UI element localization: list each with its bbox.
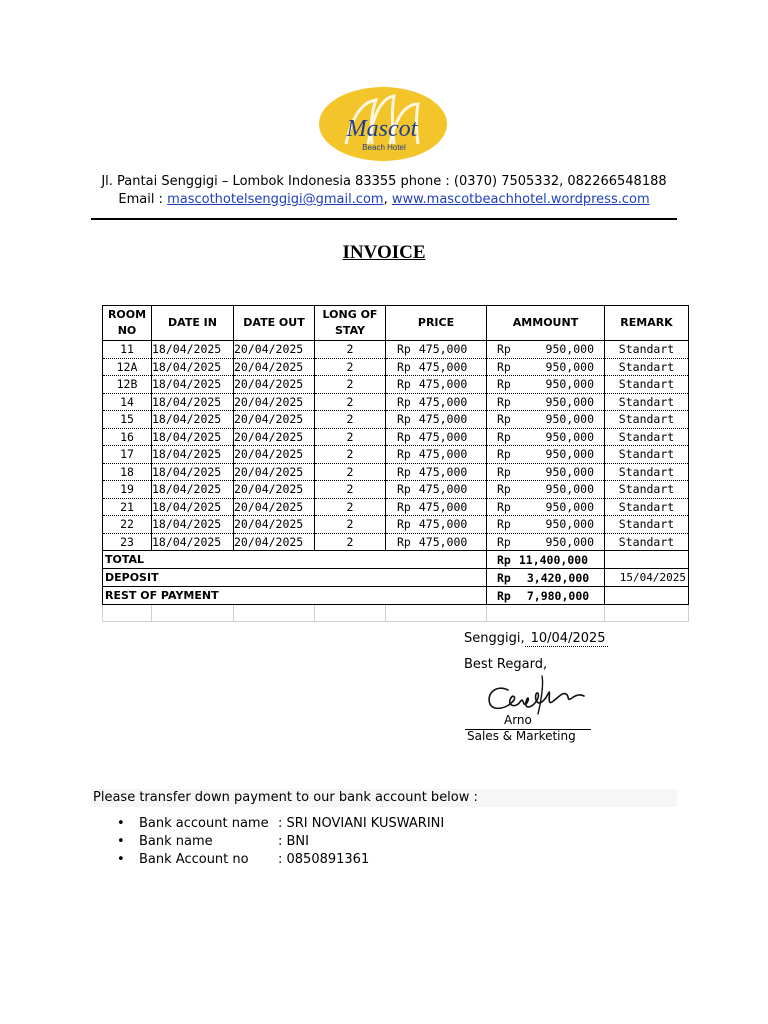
page-title: INVOICE bbox=[342, 242, 426, 263]
price-currency: Rp bbox=[397, 342, 411, 357]
long-of-stay: 2 bbox=[315, 516, 386, 534]
amount-cell bbox=[487, 516, 605, 534]
price-cell bbox=[386, 393, 487, 411]
date-in: 18/04/2025 bbox=[152, 393, 234, 411]
price: 475,000 bbox=[418, 464, 468, 479]
date-in: 18/04/2025 bbox=[152, 358, 234, 376]
logo-subtext: Beach Hotel bbox=[362, 143, 406, 152]
price-currency: Rp bbox=[397, 394, 411, 409]
remark: Standart bbox=[605, 428, 689, 446]
bank-label: Bank name bbox=[139, 834, 213, 849]
regard-text: Best Regard, bbox=[464, 657, 548, 672]
signer-role: Sales & Marketing bbox=[467, 729, 576, 743]
signer-name: Arno bbox=[504, 713, 532, 727]
amount-currency: Rp bbox=[497, 517, 511, 532]
place-date bbox=[464, 631, 608, 647]
table-row bbox=[103, 481, 689, 499]
price-cell bbox=[386, 411, 487, 429]
room-no: 21 bbox=[103, 498, 152, 516]
price: 475,000 bbox=[418, 412, 468, 427]
price: 475,000 bbox=[418, 447, 468, 462]
table-row bbox=[103, 533, 689, 551]
price-currency: Rp bbox=[397, 359, 411, 374]
amount-cell bbox=[487, 358, 605, 376]
price-currency: Rp bbox=[397, 412, 411, 427]
bank-value: : BNI bbox=[278, 834, 309, 849]
room-no: 17 bbox=[103, 446, 152, 464]
room-no: 22 bbox=[103, 516, 152, 534]
invoice-table bbox=[102, 305, 689, 622]
signature bbox=[482, 672, 586, 716]
long-of-stay: 2 bbox=[315, 533, 386, 551]
long-of-stay: 2 bbox=[315, 428, 386, 446]
amount: 950,000 bbox=[545, 517, 594, 532]
room-no: 15 bbox=[103, 411, 152, 429]
hotel-logo bbox=[318, 86, 448, 162]
amount: 950,000 bbox=[545, 377, 594, 392]
price-cell bbox=[386, 481, 487, 499]
date-out: 20/04/2025 bbox=[234, 376, 315, 394]
price-currency: Rp bbox=[397, 464, 411, 479]
transfer-note: Please transfer down payment to our bank account below : bbox=[91, 789, 677, 807]
price: 475,000 bbox=[418, 482, 468, 497]
table-row bbox=[103, 358, 689, 376]
price-cell bbox=[386, 533, 487, 551]
date-out: 20/04/2025 bbox=[234, 341, 315, 359]
room-no: 12A bbox=[103, 358, 152, 376]
price-currency: Rp bbox=[397, 534, 411, 549]
remark: Standart bbox=[605, 446, 689, 464]
rest-label: REST OF PAYMENT bbox=[103, 587, 487, 605]
amount: 950,000 bbox=[545, 359, 594, 374]
table-row bbox=[103, 376, 689, 394]
price-currency: Rp bbox=[397, 482, 411, 497]
logo-text: Mascot bbox=[346, 116, 418, 142]
date-out: 20/04/2025 bbox=[234, 358, 315, 376]
amount-currency: Rp bbox=[497, 447, 511, 462]
price: 475,000 bbox=[418, 342, 468, 357]
amount-cell bbox=[487, 376, 605, 394]
amount: 950,000 bbox=[545, 482, 594, 497]
invoice-date: 10/04/2025 bbox=[525, 631, 608, 647]
remark: Standart bbox=[605, 341, 689, 359]
header-divider bbox=[91, 218, 677, 220]
remark: Standart bbox=[605, 481, 689, 499]
amount-cell bbox=[487, 446, 605, 464]
price: 475,000 bbox=[418, 377, 468, 392]
amount-cell bbox=[487, 481, 605, 499]
contact-separator: , bbox=[383, 192, 392, 207]
room-no: 23 bbox=[103, 533, 152, 551]
deposit-currency: Rp bbox=[497, 570, 511, 585]
price-currency: Rp bbox=[397, 377, 411, 392]
table-row bbox=[103, 411, 689, 429]
date-in: 18/04/2025 bbox=[152, 533, 234, 551]
date-in: 18/04/2025 bbox=[152, 341, 234, 359]
date-out: 20/04/2025 bbox=[234, 411, 315, 429]
room-no: 14 bbox=[103, 393, 152, 411]
header-date-out: DATE OUT bbox=[234, 306, 315, 341]
amount-cell bbox=[487, 393, 605, 411]
long-of-stay: 2 bbox=[315, 463, 386, 481]
table-row bbox=[103, 463, 689, 481]
bank-item-account-name bbox=[117, 816, 445, 831]
place: Senggigi, bbox=[464, 631, 525, 646]
date-in: 18/04/2025 bbox=[152, 376, 234, 394]
long-of-stay: 2 bbox=[315, 341, 386, 359]
amount: 950,000 bbox=[545, 342, 594, 357]
price-cell bbox=[386, 358, 487, 376]
amount-cell bbox=[487, 428, 605, 446]
room-no: 12B bbox=[103, 376, 152, 394]
room-no: 18 bbox=[103, 463, 152, 481]
bullet-icon: • bbox=[117, 834, 125, 849]
remark: Standart bbox=[605, 411, 689, 429]
table-row bbox=[103, 498, 689, 516]
website-link[interactable]: www.mascotbeachhotel.wordpress.com bbox=[391, 192, 650, 207]
amount: 950,000 bbox=[545, 394, 594, 409]
long-of-stay: 2 bbox=[315, 411, 386, 429]
amount-currency: Rp bbox=[497, 499, 511, 514]
deposit-label: DEPOSIT bbox=[103, 569, 487, 587]
table-row bbox=[103, 428, 689, 446]
remark: Standart bbox=[605, 463, 689, 481]
price-cell bbox=[386, 516, 487, 534]
price: 475,000 bbox=[418, 499, 468, 514]
bullet-icon: • bbox=[117, 816, 125, 831]
long-of-stay: 2 bbox=[315, 376, 386, 394]
empty-row bbox=[103, 605, 689, 622]
rest-currency: Rp bbox=[497, 588, 511, 603]
header-price: PRICE bbox=[386, 306, 487, 341]
deposit-row bbox=[103, 569, 689, 587]
amount-currency: Rp bbox=[497, 464, 511, 479]
price-cell bbox=[386, 446, 487, 464]
amount-cell bbox=[487, 411, 605, 429]
amount: 950,000 bbox=[545, 499, 594, 514]
amount-currency: Rp bbox=[497, 342, 511, 357]
table-row bbox=[103, 393, 689, 411]
amount: 950,000 bbox=[545, 412, 594, 427]
deposit-remark: 15/04/2025 bbox=[605, 569, 689, 587]
header-remark: REMARK bbox=[605, 306, 689, 341]
rest-remark bbox=[605, 587, 689, 605]
amount-currency: Rp bbox=[497, 412, 511, 427]
date-out: 20/04/2025 bbox=[234, 393, 315, 411]
date-in: 18/04/2025 bbox=[152, 411, 234, 429]
deposit-amount-cell bbox=[487, 569, 605, 587]
bank-label: Bank account name bbox=[139, 816, 269, 831]
long-of-stay: 2 bbox=[315, 393, 386, 411]
deposit-amount: 3,420,000 bbox=[526, 570, 590, 585]
bank-item-account-no bbox=[117, 852, 370, 867]
total-label: TOTAL bbox=[103, 551, 487, 569]
rest-row bbox=[103, 587, 689, 605]
amount: 950,000 bbox=[545, 429, 594, 444]
header-date-in: DATE IN bbox=[152, 306, 234, 341]
remark: Standart bbox=[605, 393, 689, 411]
amount-currency: Rp bbox=[497, 394, 511, 409]
amount-cell bbox=[487, 498, 605, 516]
amount-currency: Rp bbox=[497, 429, 511, 444]
room-no: 19 bbox=[103, 481, 152, 499]
hotel-contact bbox=[0, 192, 768, 207]
date-out: 20/04/2025 bbox=[234, 463, 315, 481]
price: 475,000 bbox=[418, 534, 468, 549]
bank-item-bank-name bbox=[117, 834, 309, 849]
amount: 950,000 bbox=[545, 464, 594, 479]
total-amount: 11,400,000 bbox=[518, 552, 589, 567]
date-out: 20/04/2025 bbox=[234, 498, 315, 516]
bullet-icon: • bbox=[117, 852, 125, 867]
price-currency: Rp bbox=[397, 429, 411, 444]
email-link[interactable]: mascothotelsenggigi@gmail.com bbox=[167, 192, 384, 207]
price: 475,000 bbox=[418, 517, 468, 532]
date-in: 18/04/2025 bbox=[152, 498, 234, 516]
price-cell bbox=[386, 463, 487, 481]
amount-currency: Rp bbox=[497, 482, 511, 497]
long-of-stay: 2 bbox=[315, 498, 386, 516]
price: 475,000 bbox=[418, 429, 468, 444]
amount: 950,000 bbox=[545, 534, 594, 549]
price-cell bbox=[386, 498, 487, 516]
date-in: 18/04/2025 bbox=[152, 516, 234, 534]
price-cell bbox=[386, 341, 487, 359]
room-no: 16 bbox=[103, 428, 152, 446]
remark: Standart bbox=[605, 498, 689, 516]
remark: Standart bbox=[605, 533, 689, 551]
remark: Standart bbox=[605, 376, 689, 394]
bank-value: : 0850891361 bbox=[278, 852, 370, 867]
remark: Standart bbox=[605, 516, 689, 534]
price: 475,000 bbox=[418, 394, 468, 409]
total-remark bbox=[605, 551, 689, 569]
table-row bbox=[103, 446, 689, 464]
date-out: 20/04/2025 bbox=[234, 428, 315, 446]
long-of-stay: 2 bbox=[315, 446, 386, 464]
rest-amount: 7,980,000 bbox=[526, 588, 590, 603]
remark: Standart bbox=[605, 358, 689, 376]
date-in: 18/04/2025 bbox=[152, 481, 234, 499]
long-of-stay: 2 bbox=[315, 481, 386, 499]
date-out: 20/04/2025 bbox=[234, 516, 315, 534]
header-room-no: ROOM NO bbox=[103, 306, 152, 341]
price-currency: Rp bbox=[397, 447, 411, 462]
amount-currency: Rp bbox=[497, 359, 511, 374]
total-amount-cell bbox=[487, 551, 605, 569]
amount-cell bbox=[487, 341, 605, 359]
date-out: 20/04/2025 bbox=[234, 446, 315, 464]
table-row bbox=[103, 516, 689, 534]
amount-currency: Rp bbox=[497, 534, 511, 549]
table-header-row bbox=[103, 306, 689, 341]
date-in: 18/04/2025 bbox=[152, 428, 234, 446]
amount-currency: Rp bbox=[497, 377, 511, 392]
bank-label: Bank Account no bbox=[139, 852, 249, 867]
total-currency: Rp bbox=[497, 552, 511, 567]
price-currency: Rp bbox=[397, 517, 411, 532]
date-in: 18/04/2025 bbox=[152, 463, 234, 481]
room-no: 11 bbox=[103, 341, 152, 359]
bank-value: : SRI NOVIANI KUSWARINI bbox=[278, 816, 445, 831]
rest-amount-cell bbox=[487, 587, 605, 605]
hotel-address: Jl. Pantai Senggigi – Lombok Indonesia 83355 phone : (0370) 7505332, 082266548188 bbox=[101, 174, 667, 189]
header-amount: AMMOUNT bbox=[487, 306, 605, 341]
price-currency: Rp bbox=[397, 499, 411, 514]
date-in: 18/04/2025 bbox=[152, 446, 234, 464]
price: 475,000 bbox=[418, 359, 468, 374]
long-of-stay: 2 bbox=[315, 358, 386, 376]
date-out: 20/04/2025 bbox=[234, 533, 315, 551]
date-out: 20/04/2025 bbox=[234, 481, 315, 499]
amount-cell bbox=[487, 463, 605, 481]
amount-cell bbox=[487, 533, 605, 551]
table-row bbox=[103, 341, 689, 359]
total-row bbox=[103, 551, 689, 569]
header-long-of-stay: LONG OF STAY bbox=[315, 306, 386, 341]
email-label: Email : bbox=[118, 192, 168, 207]
price-cell bbox=[386, 428, 487, 446]
amount: 950,000 bbox=[545, 447, 594, 462]
price-cell bbox=[386, 376, 487, 394]
